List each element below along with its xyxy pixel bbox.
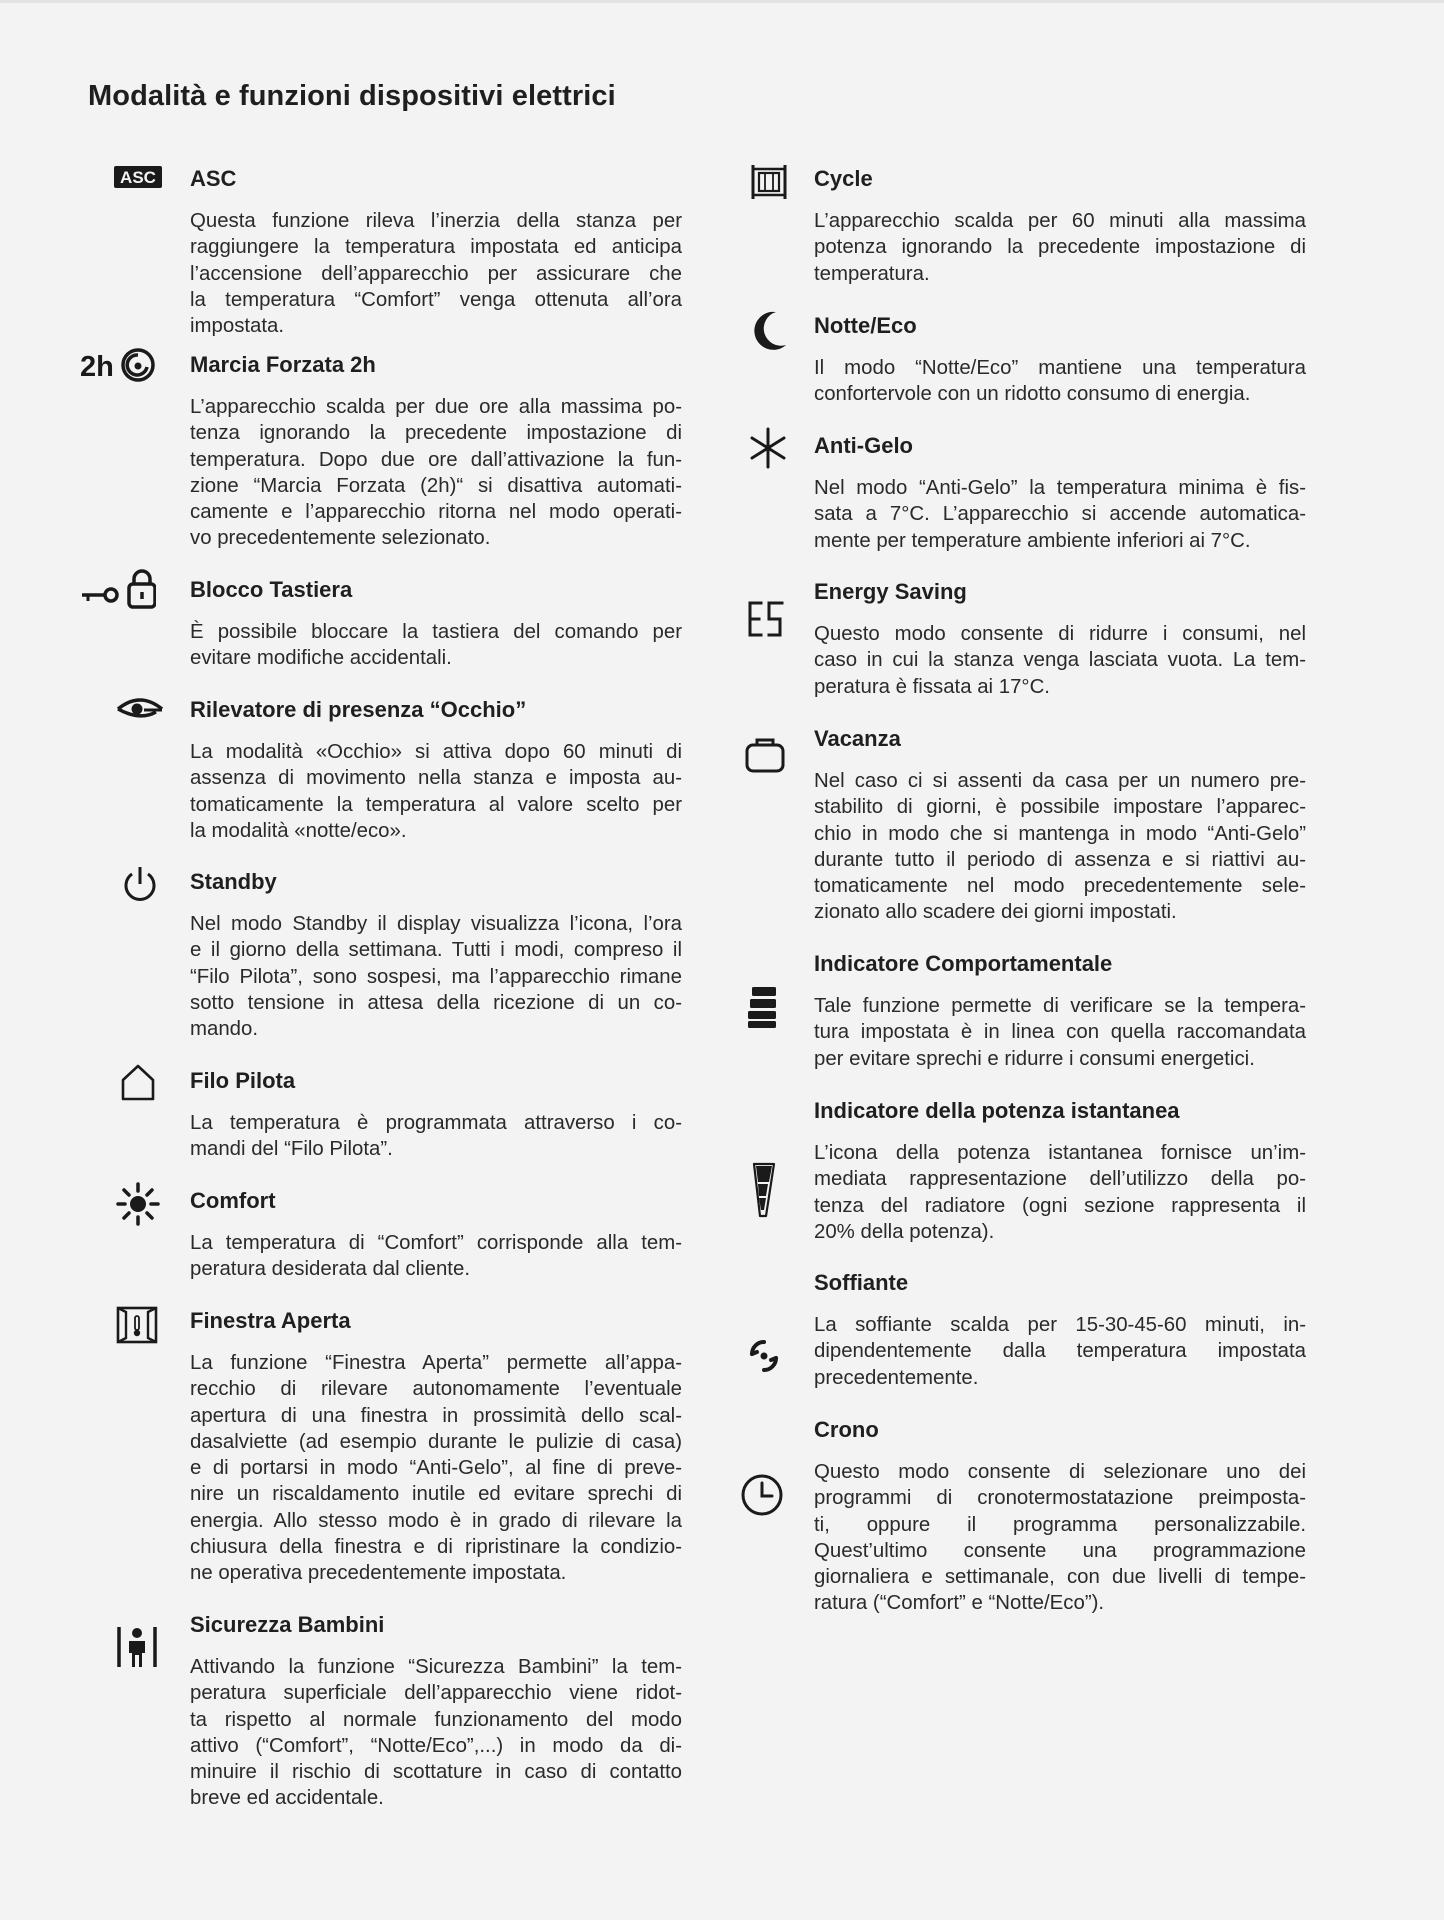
asc-icon bbox=[114, 166, 162, 188]
entry-finestra-aperta bbox=[190, 1304, 682, 1608]
right-column bbox=[814, 162, 1306, 1613]
entry-text: Nel modo “Anti-Gelo” la temperatura minima è fis- sata a 7°C. L’apparecchio si accende automatica- mente per temperature ambiente inferiori ai 7°C. bbox=[814, 477, 1306, 552]
entry-title: Crono bbox=[814, 1417, 879, 1442]
entry-text: Nel modo Standby il display visualizza l’icona, l’ora e il giorno della settimana. Tutti i modi, compreso il “Filo Pilota”, sono sospesi, ma l’apparecchio rimane sotto tensione in attesa della ricezione di un co- mando. bbox=[190, 913, 682, 1041]
entry-potenza-istantanea bbox=[814, 1094, 1306, 1266]
entry-anti-gelo bbox=[814, 429, 1306, 575]
entry-text: L’icona della potenza istantanea fornisce un’im- mediata rappresentazione dell’utilizzo della po- tenza del radiatore (ogni sezione rappresenta il 20% della potenza). bbox=[814, 1142, 1306, 1243]
entry-text: La funzione “Finestra Aperta” permette all’appa- recchio di rilevare autonomamente l’eventuale apertura di una finestra in prossimità dello scal- dasalviette (ad esempio durante le pulizie di casa) e di portarsi in modo “Anti-Gelo”, al fine di preve- nire un riscaldamento inutile ed evitare sprechi di energia. Allo stesso modo è in grado di rilevare la chiusura della finestra e di ripristinare la condizio- ne operativa precedentemente impostata. bbox=[190, 1352, 682, 1585]
entry-asc bbox=[120, 162, 682, 348]
entry-marcia-forzata bbox=[80, 348, 682, 573]
entry-title: Filo Pilota bbox=[190, 1068, 296, 1093]
entry-text: La temperatura è programmata attraverso i co- mandi del “Filo Pilota”. bbox=[190, 1112, 682, 1161]
entry-title: Finestra Aperta bbox=[190, 1308, 351, 1333]
power-icon bbox=[122, 864, 158, 904]
entry-title: Energy Saving bbox=[814, 579, 967, 604]
sun-icon bbox=[116, 1182, 160, 1226]
entry-cycle bbox=[814, 162, 1306, 309]
entry-text: Tale funzione permette di verificare se la tempera- tura impostata è in linea con quella raccomandata per evitare sprechi e ridurre i consumi energetici. bbox=[814, 995, 1306, 1070]
entry-title: Soffiante bbox=[814, 1270, 909, 1295]
entry-text: La modalità «Occhio» si attiva dopo 60 minuti di assenza di movimento nella stanza e imposta au- tomaticamente la temperatura al valore scelto per la modalità «notte/eco». bbox=[190, 741, 682, 842]
entry-text: La temperatura di “Comfort” corrisponde alla tem- peratura desiderata dal cliente. bbox=[190, 1232, 682, 1281]
entry-title: Marcia Forzata 2h bbox=[190, 352, 376, 377]
entry-filo-pilota bbox=[190, 1064, 682, 1184]
entry-text: L’apparecchio scalda per 60 minuti alla massima potenza ignorando la precedente impostazione di temperatura. bbox=[814, 210, 1306, 285]
entry-soffiante bbox=[814, 1266, 1306, 1413]
key-lock-icon bbox=[82, 569, 156, 609]
entry-crono bbox=[814, 1413, 1306, 1613]
entry-energy-saving bbox=[814, 575, 1306, 722]
entry-title: Standby bbox=[190, 869, 277, 894]
entry-vacanza bbox=[814, 722, 1306, 947]
svg-text:ASC: ASC bbox=[120, 168, 156, 187]
entry-title: Sicurezza Bambini bbox=[190, 1612, 385, 1637]
entry-text: L’apparecchio scalda per due ore alla massima po- tenza ignorando la precedente impostazione di temperatura. Dopo due ore dall’attivazione la fun- zione “Marcia Forzata (2h)“ si disattiva automati- camente e l’apparecchio ritorna nel modo operati- vo precedentemente selezionato. bbox=[190, 396, 682, 550]
left-column bbox=[80, 162, 682, 1828]
entry-notte-eco bbox=[814, 309, 1306, 429]
entry-text: Il modo “Notte/Eco” mantiene una temperatura confortervole con un ridotto consumo di energia. bbox=[814, 357, 1306, 406]
child-safety-icon bbox=[116, 1624, 158, 1670]
moon-icon bbox=[748, 309, 788, 353]
entry-title: Indicatore della potenza istantanea bbox=[814, 1098, 1180, 1123]
entry-title: Rilevatore di presenza “Occhio” bbox=[190, 697, 527, 722]
entry-comfort bbox=[190, 1184, 682, 1304]
entry-text: È possibile bloccare la tastiera del comando per evitare modifiche accidentali. bbox=[190, 621, 682, 670]
fan-icon bbox=[746, 1338, 782, 1374]
entry-sicurezza-bambini bbox=[190, 1608, 682, 1828]
entry-text: La soffiante scalda per 15-30-45-60 minuti, in- dipendentemente dalla temperatura impostata precedentemente. bbox=[814, 1314, 1306, 1389]
entry-indicatore-comportamentale bbox=[814, 947, 1306, 1094]
entry-title: Vacanza bbox=[814, 726, 901, 751]
svg-text:2h: 2h bbox=[80, 351, 114, 383]
top-rule bbox=[0, 0, 1444, 3]
open-window-icon bbox=[116, 1306, 158, 1344]
energy-saving-es-icon bbox=[746, 599, 786, 639]
boost-2h-icon bbox=[80, 345, 156, 385]
entry-title: ASC bbox=[190, 166, 237, 191]
entry-text: Questa funzione rileva l’inerzia della stanza per raggiungere la temperatura impostata ed anticipa l’accensione dell’apparecchio per assicurare che la temperatura “Comfort” venga ottenuta all’ora impostata. bbox=[190, 210, 682, 338]
eye-icon bbox=[116, 695, 164, 723]
entry-text: Questo modo consente di ridurre i consumi, nel caso in cui la stanza venga lasciata vuota. La tem- peratura è fissata ai 17°C. bbox=[814, 623, 1306, 698]
page-title: Modalità e funzioni dispositivi elettrici bbox=[88, 80, 616, 112]
clock-icon bbox=[740, 1473, 784, 1517]
entry-blocco-tastiera bbox=[190, 573, 682, 693]
entry-title: Cycle bbox=[814, 166, 873, 191]
entry-title: Blocco Tastiera bbox=[190, 577, 353, 602]
entry-title: Notte/Eco bbox=[814, 313, 917, 338]
entry-text: Nel caso ci si assenti da casa per un numero pre- stabilito di giorni, è possibile impostare l’apparec- chio in modo che si mantenga in modo “Anti-Gelo” durante tutto il periodo di assenza e si riattivi au- tomaticamente nel modo precedentemente sele- zionato allo scadere dei giorni impostati. bbox=[814, 770, 1306, 924]
entry-text: Questo modo consente di selezionare uno dei programmi di cronotermostatazione preimposta- ti, oppure il programma personalizzabile. Quest’ultimo consente una programmazione giornaliera e settimanale, con due livelli di tempe- ratura (“Comfort” e “Notte/Eco”). bbox=[814, 1461, 1306, 1615]
entry-title: Indicatore Comportamentale bbox=[814, 951, 1113, 976]
entry-title: Comfort bbox=[190, 1188, 276, 1213]
entry-text: Attivando la funzione “Sicurezza Bambini” la tem- peratura superficiale dell’apparecchio viene ridot- ta rispetto al normale funzionamento del modo attivo (“Comfort”, “Notte/Eco”,...) in modo da di- minuire il rischio di scottature in caso di contatto breve ed accidentale. bbox=[190, 1656, 682, 1810]
behavior-indicator-icon bbox=[748, 985, 778, 1029]
entry-standby bbox=[190, 865, 682, 1064]
house-icon bbox=[120, 1062, 156, 1102]
entry-title: Anti-Gelo bbox=[814, 433, 913, 458]
suitcase-icon bbox=[744, 736, 786, 774]
snowflake-icon bbox=[748, 427, 788, 469]
power-gauge-icon bbox=[752, 1162, 776, 1218]
entry-occhio bbox=[190, 693, 682, 865]
cycle-icon bbox=[750, 163, 788, 201]
